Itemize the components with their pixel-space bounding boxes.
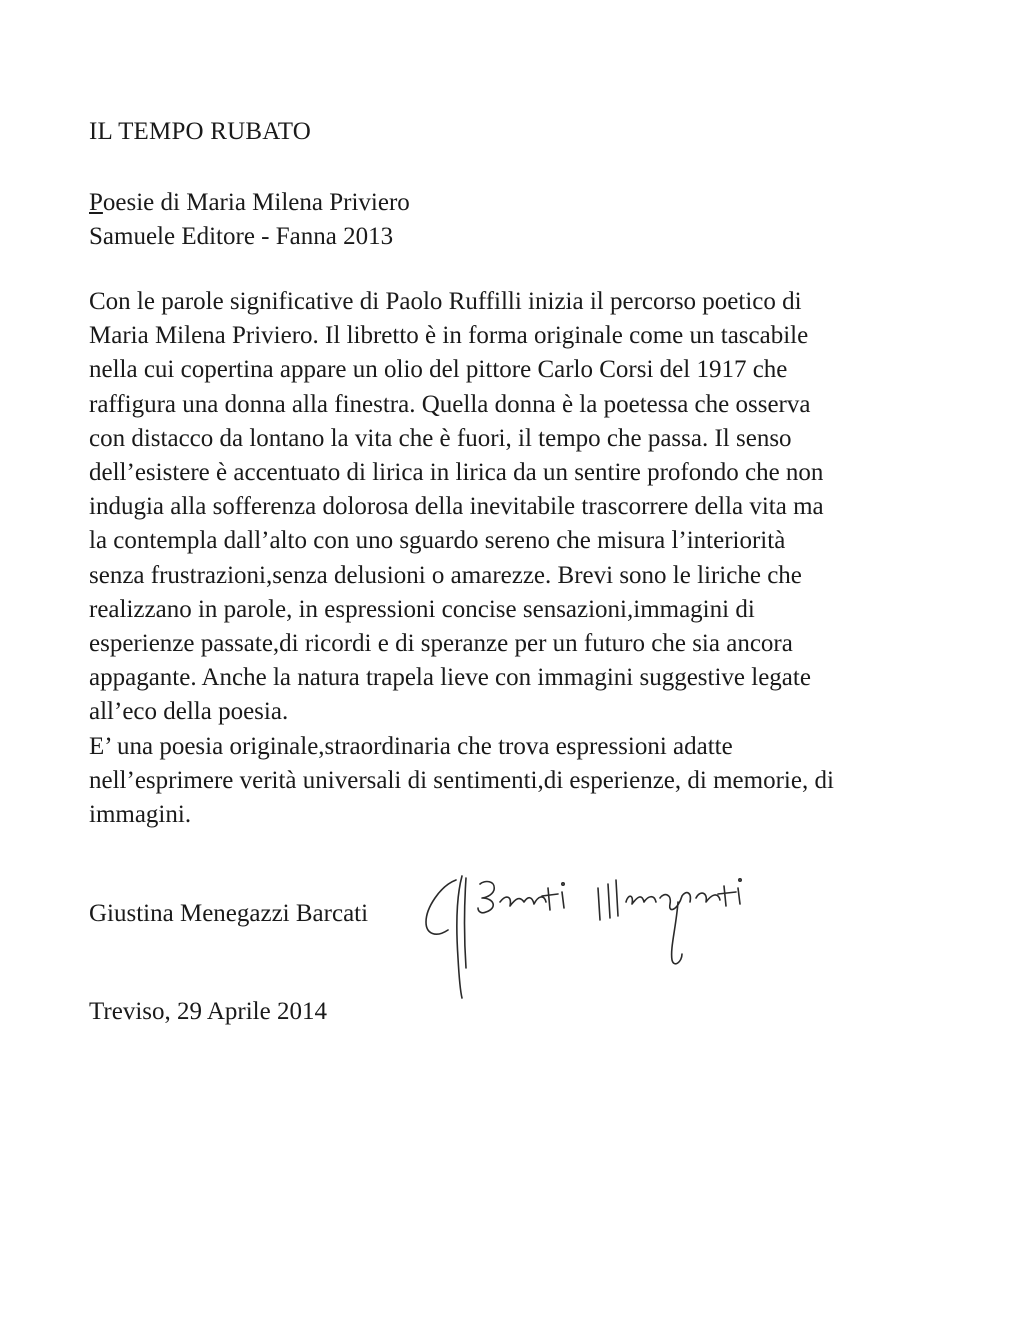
body-line: con distacco da lontano la vita che è fuori, il tempo che passa. Il senso [89,424,792,452]
body-line: E’ una poesia originale,straordinaria che trova espressioni adatte [89,732,733,760]
place-and-date: Treviso, 29 Aprile 2014 [89,998,327,1025]
body-line: la contempla dall’alto con uno sguardo sereno che misura l’interiorità [89,527,786,555]
signer-name: Giustina Menegazzi Barcati [89,900,369,927]
body-line: appagante. Anche la natura trapela lieve con immagini suggestive legate [89,664,811,692]
body-line: Maria Milena Priviero. Il libretto è in forma originale come un tascabile [89,322,809,350]
body-line: raffigura una donna alla finestra. Quella donna è la poetessa che osserva [89,390,811,418]
body-line: esperienze passate,di ricordi e di speranze per un futuro che sia ancora [89,630,793,658]
subtitle-line-1-rest: oesie di Maria Milena Priviero [102,189,410,216]
body-line: indugia alla sofferenza dolorosa della inevitabile trascorrere della vita ma [89,493,824,521]
body-line: senza frustrazioni,senza delusioni o amarezze. Brevi sono le liriche che [89,561,802,589]
document-subtitle [89,186,410,254]
subtitle-initial: P [89,189,103,216]
subtitle-line-2: Samuele Editore - Fanna 2013 [89,223,394,250]
document-title: IL TEMPO RUBATO [89,118,312,145]
body-line: all’eco della poesia. [89,698,289,726]
body-line: immagini. [89,801,192,829]
body-line: dell’esistere è accentuato di lirica in lirica da un sentire profondo che non [89,459,824,487]
body-line: nella cui copertina appare un olio del pittore Carlo Corsi del 1917 che [89,356,788,384]
body-line: Con le parole significative di Paolo Ruffilli inizia il percorso poetico di [89,288,802,315]
body-line: nell’esprimere verità universali di sentimenti,di esperienze, di memorie, di [89,766,834,794]
body-line: realizzano in parole, in espressioni concise sensazioni,immagini di [89,595,755,623]
subtitle-line-1 [89,186,410,220]
review-body [89,285,989,832]
handwritten-signature [420,858,770,1008]
